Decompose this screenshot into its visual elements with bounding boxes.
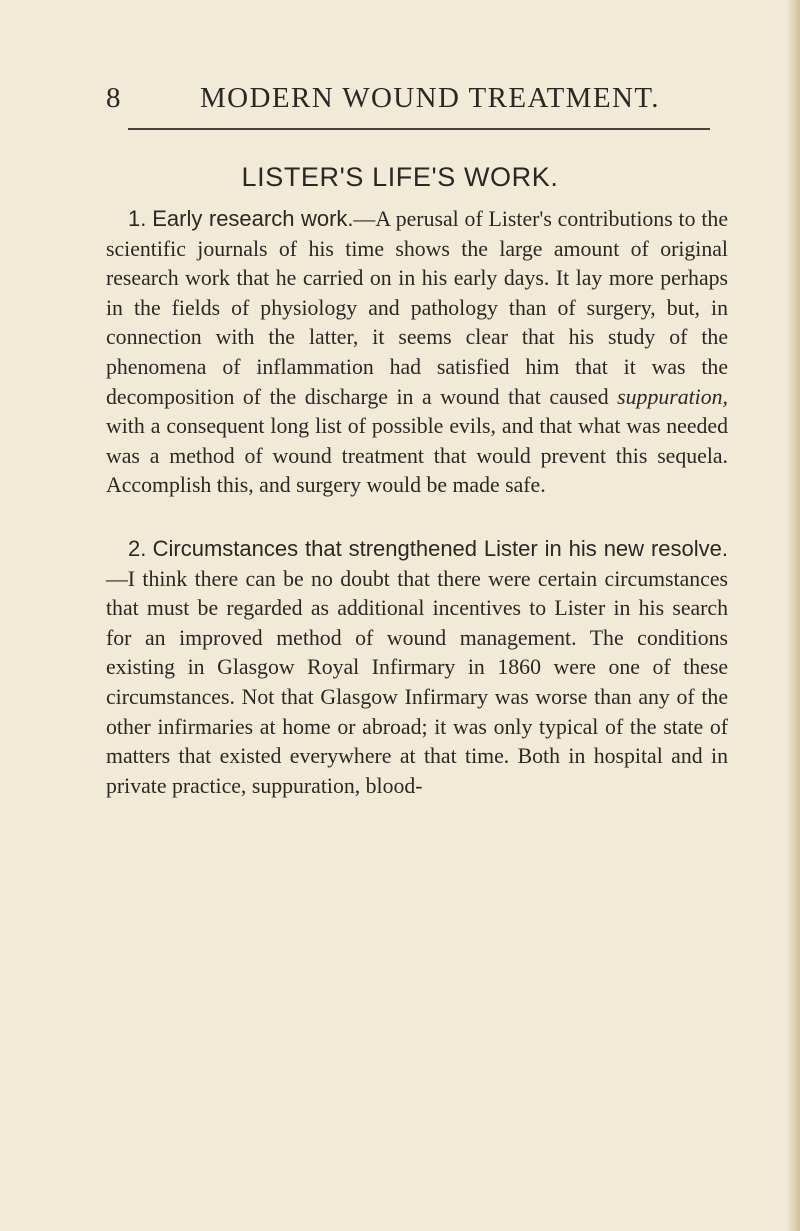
- paragraph-1-text-after: with a consequent long list of possible evils, and that what was needed was a method of wound treatment that would prevent this sequela. Accomplish this, and surgery would be made safe.: [106, 414, 728, 498]
- paragraph-2: [106, 534, 728, 801]
- paragraph-2-number: 2.: [128, 535, 147, 561]
- paragraph-2-heading: Circumstances that strengthened Lister in his new resolve.: [152, 535, 728, 561]
- running-head: [106, 82, 726, 122]
- running-title: MODERN WOUND TREATMENT.: [200, 82, 660, 114]
- body-text: [106, 204, 728, 801]
- paragraph-spacer: [106, 501, 728, 534]
- section-title: LISTER'S LIFE'S WORK.: [241, 162, 559, 192]
- page-number: 8: [106, 82, 122, 114]
- paragraph-1-emphasis: suppuration,: [617, 384, 728, 409]
- paragraph-1-heading: Early research work.: [152, 206, 354, 231]
- header-rule: [128, 128, 710, 130]
- paragraph-2-text: —I think there can be no doubt that there were certain circumstances that must be regarded as additional incentives to Lister in his search for an improved method of wound management. The conditions existing in Glasgow Royal Infirmary in 1860 were one of these circumstances. Not that Glasgow Infirmary was worse than any of the other infirmaries at home or abroad; it was only typical of the state of matters that existed everywhere at that time. Both in hospital and in private practice, suppuration, blood-: [106, 566, 728, 798]
- paragraph-1-number: 1.: [128, 206, 147, 231]
- paragraph-1: [106, 204, 728, 501]
- paragraph-1-text-before: —A perusal of Lister's contributions to the scientific journals of his time shows the large amount of original research work that he carried on in his early days. It lay more perhaps in the fields of physiology and pathology than of surgery, but, in connection with the latter, it seems clear that his study of the phenomena of inflammation had satisfied him that it was the decomposition of the discharge in a wound that caused: [106, 207, 728, 409]
